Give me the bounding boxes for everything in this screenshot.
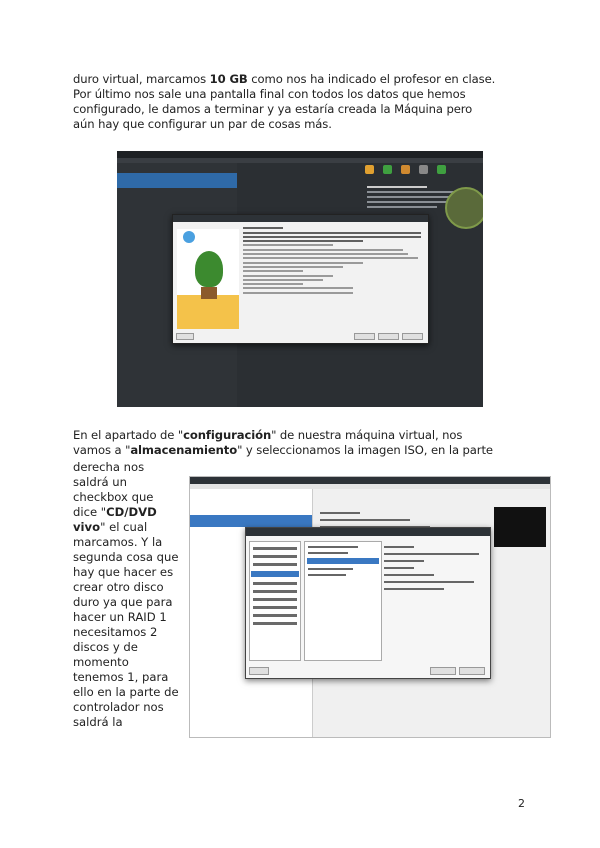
window-titlebar xyxy=(117,151,483,158)
storage-tree xyxy=(304,541,382,661)
storage-attributes xyxy=(384,541,484,631)
preview-panel xyxy=(494,507,546,547)
bold-text: 10 GB xyxy=(209,72,248,86)
text: aún hay que configurar un par de cosas más. xyxy=(73,117,332,131)
text: " el cual marcamos. Y la segunda cosa que hay que hacer es crear otro disco duro ya que para hacer un RAID 1 necesitamos 2 discos y de momento tenemos 1, para ello en la parte de controlador nos saldrá la xyxy=(73,520,179,729)
plant-icon xyxy=(177,229,239,329)
sidebar-tools-item xyxy=(117,173,237,188)
virtualbox-settings-screenshot xyxy=(189,476,551,738)
bold-text: almacenamiento xyxy=(130,443,238,457)
finish-button[interactable] xyxy=(378,333,399,340)
bold-text: CD/DVD vivo xyxy=(73,505,157,534)
ok-button[interactable] xyxy=(459,667,485,675)
tools-item xyxy=(194,497,308,507)
page-number: 2 xyxy=(518,797,525,810)
bold-text: configuración xyxy=(183,428,272,442)
virtualbox-wizard-screenshot xyxy=(117,151,483,407)
text: como nos ha indicado el profesor en clase. xyxy=(247,72,496,86)
text: vamos a " xyxy=(73,443,131,457)
dialog-buttons xyxy=(430,667,486,675)
text: En el apartado de " xyxy=(73,428,184,442)
settings-dialog xyxy=(245,527,491,679)
text: Por último nos sale una pantalla final con todos los datos que hemos xyxy=(73,87,466,101)
cancel-button[interactable] xyxy=(430,667,456,675)
paragraph-2 xyxy=(73,428,533,458)
settings-nav xyxy=(249,541,301,661)
text: derecha nos saldrá un checkbox que dice " xyxy=(73,460,154,519)
nav-storage[interactable] xyxy=(251,571,299,577)
add-icon xyxy=(383,165,392,174)
discard-icon xyxy=(419,165,428,174)
help-button[interactable] xyxy=(249,667,269,675)
text: configurado, le damos a terminar y ya estaría creada la Máquina pero xyxy=(73,102,473,116)
paragraph-3 xyxy=(73,460,181,730)
globe-icon xyxy=(445,187,483,229)
back-button[interactable] xyxy=(354,333,375,340)
summary-list xyxy=(243,225,421,296)
create-vm-summary-dialog xyxy=(172,214,429,344)
cancel-button[interactable] xyxy=(402,333,423,340)
iso-image-item[interactable] xyxy=(307,558,379,564)
dialog-titlebar xyxy=(246,528,490,536)
dialog-titlebar xyxy=(173,215,428,222)
window-titlebar xyxy=(190,477,550,484)
dialog-buttons xyxy=(354,333,424,340)
help-button[interactable] xyxy=(176,333,194,340)
vm-item xyxy=(190,515,312,527)
toolbar xyxy=(361,165,471,179)
paragraph-1 xyxy=(73,72,533,132)
settings-icon xyxy=(401,165,410,174)
text: " y seleccionamos la imagen ISO, en la parte xyxy=(237,443,493,457)
text: " de nuestra máquina virtual, nos xyxy=(271,428,463,442)
text: duro virtual, marcamos xyxy=(73,72,210,86)
start-icon xyxy=(437,165,446,174)
new-icon xyxy=(365,165,374,174)
